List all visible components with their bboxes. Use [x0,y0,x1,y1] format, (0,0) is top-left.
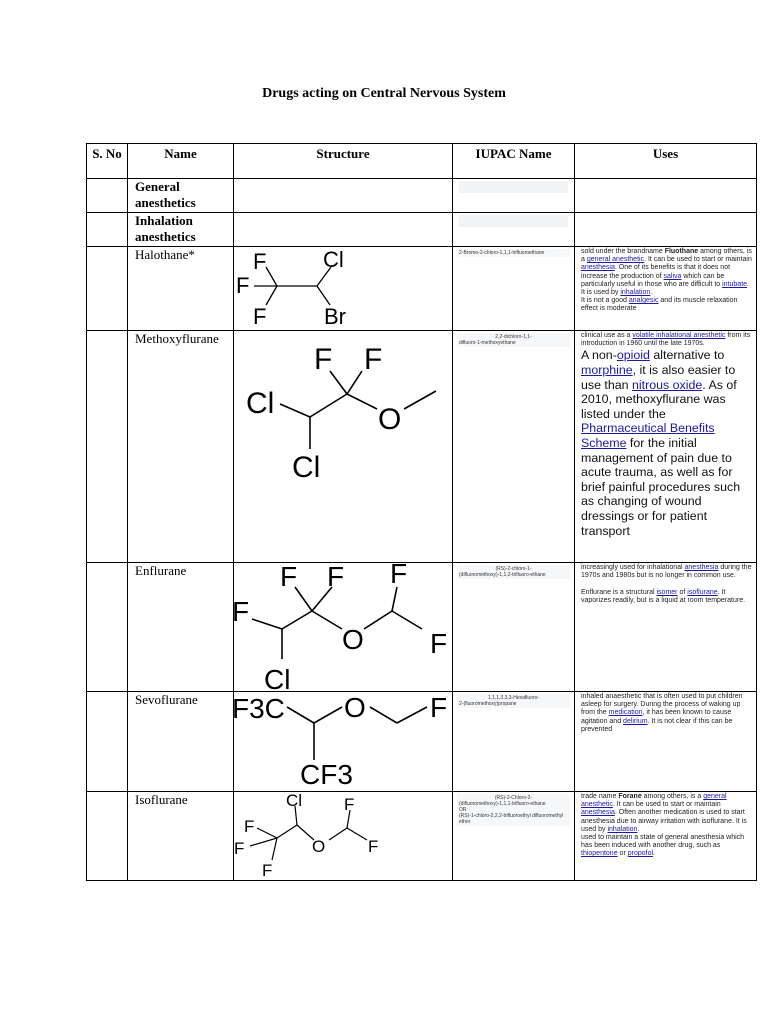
link[interactable]: propofol [627,850,654,858]
atom-label: F [262,861,273,879]
drug-name: Enflurane [128,563,234,692]
atom-label: Cl [323,247,344,272]
atom-label: F3C [232,693,285,724]
link[interactable]: morphine [581,363,633,377]
drug-name: Sevoflurane [128,692,234,792]
atom-label: F [234,839,245,858]
atom-label: F [327,561,345,592]
header-name: Name [128,144,234,179]
uses-isoflurane: trade name Forane among others, is a general anesthetic. It can be used to start or maintain anesthesia. Often another medication is used to start anesthesia due to airway irritation with isoflurane. It is used by inhalation. used to maintain a state of general anesthesia which has been induced with another drug, such as thiopentone or propofol. [575,792,757,881]
link[interactable]: intubate [722,280,748,288]
uses-sevoflurane: inhaled anaesthetic that is often used to put children asleep for surgery. During the process of waking up from the medication, it has been known to cause agitation and delirium. It is not clear if this can be prevented [575,692,757,792]
header-uses: Uses [575,144,757,179]
header-sno: S. No [87,144,128,179]
drug-name: Isoflurane [128,792,234,881]
atom-label: F [253,249,267,274]
header-iupac: IUPAC Name [453,144,575,179]
table-row [87,563,757,692]
link[interactable]: inhalation [607,825,638,833]
structure-enflurane [234,563,453,692]
link[interactable]: isomer [656,588,678,596]
atom-label: F [430,628,448,659]
atom-label: Cl [292,451,321,484]
section-inhalation: Inhalation anesthetics [128,213,234,247]
atom-label: CF3 [300,759,353,790]
link[interactable]: Pharmaceutical Benefits Scheme [581,421,715,450]
structure-halothane [234,247,453,331]
atom-label: F [314,343,333,376]
link[interactable]: opioid [616,348,650,363]
iupac-name: 2,2-dichloro-1,1- difluoro-1-methoxyethane [457,333,570,347]
link[interactable]: medication [608,709,643,717]
drug-name: Halothane* [128,247,234,331]
drug-name: Methoxyflurane [128,331,234,563]
atom-label: Cl [264,664,291,690]
atom-label: Cl [286,791,303,810]
link[interactable]: anesthesia [581,264,615,272]
link[interactable]: general anesthetic [581,793,727,809]
link[interactable]: saliva [663,272,682,280]
iupac-name: (RS)-2-Chloro-2- (difluoromethoxy)-1,1,1-trifluoro-ethane OR (RS)-1-chloro-2,2,2-trifluoroethyl difluoromethyl ether [457,794,570,826]
section-general: General anesthetics [128,179,234,213]
link[interactable]: anesthesia [581,809,615,817]
link[interactable]: analgesic [628,297,659,305]
atom-label: O [344,692,366,723]
atom-label: F [236,273,250,298]
link[interactable]: nitrous oxide [632,377,703,392]
atom-label: F [344,795,355,814]
atom-label: O [312,837,326,856]
structure-methoxyflurane [234,331,453,563]
link[interactable]: delirium [623,717,648,725]
structure-isoflurane [234,792,453,881]
table-row [87,331,757,563]
link[interactable]: general anesthetic [586,256,645,264]
link[interactable]: anesthesia [684,564,719,571]
iupac-name: (RS)-2-chloro-1- (difluoromethoxy)-1,1,2-trifluoro-ethane [457,565,570,579]
atom-label: F [390,561,408,589]
atom-label: O [378,403,402,436]
atom-label: Br [324,304,346,329]
atom-label: F [280,561,298,592]
atom-label: F [244,817,255,836]
uses-enflurane: increasingly used for inhalational anesthesia during the 1970s and 1980s but is no longer in common use. Enflurane is a structural isomer of isoflurane. It vaporizes readily, but is a liquid at room temperature. [575,563,757,692]
link[interactable]: inhalation [620,289,651,297]
atom-label: F [364,343,383,376]
header-structure: Structure [234,144,453,179]
link[interactable]: thiopentone [581,850,618,858]
link[interactable]: isoflurane [687,588,718,596]
atom-label: F [253,304,267,329]
table-row [87,179,757,213]
atom-label: Cl [246,387,275,420]
page-title: Drugs acting on Central Nervous System [262,86,506,101]
uses-halothane: sold under the brandname Fluothane among others, is a general anesthetic. It can be used to start or maintain anesthesia. One of its benefits is that it does not increase the production of saliva which can be particularly useful in those who are difficult to intubate. It is used by inhalation. It is not a good analgesic and its muscle relaxation effect is moderate [575,247,757,331]
table-row [87,692,757,792]
atom-label: F [368,837,379,856]
atom-label: F [430,692,448,723]
drug-table [86,143,757,881]
table-row [87,247,757,331]
structure-sevoflurane [234,692,453,792]
uses-methoxyflurane: clinical use as a volatile inhalational anesthetic from its introduction in 1960 until the late 1970s. A non-opioid alternative to morphine, it is also easier to use than nitrous oxide. As of 2010, methoxyflurane was listed under the Pharmaceutical Benefits Scheme for the initial management of pain due to acute trauma, as well as for brief painful procedures such as changing of wound dressings or for patient transport [575,331,757,563]
table-row [87,792,757,881]
table-header-row [87,144,757,179]
iupac-name: 1,1,1,3,3,3-Hexafluoro- 2-(fluoromethoxy)propane [457,694,570,708]
iupac-name: 2-Bromo-2-chloro-1,1,1-trifluoroethane [457,249,570,257]
link[interactable]: volatile inhalational anesthetic [632,332,726,339]
atom-label: O [342,624,364,655]
atom-label: F [232,596,250,627]
table-row [87,213,757,247]
